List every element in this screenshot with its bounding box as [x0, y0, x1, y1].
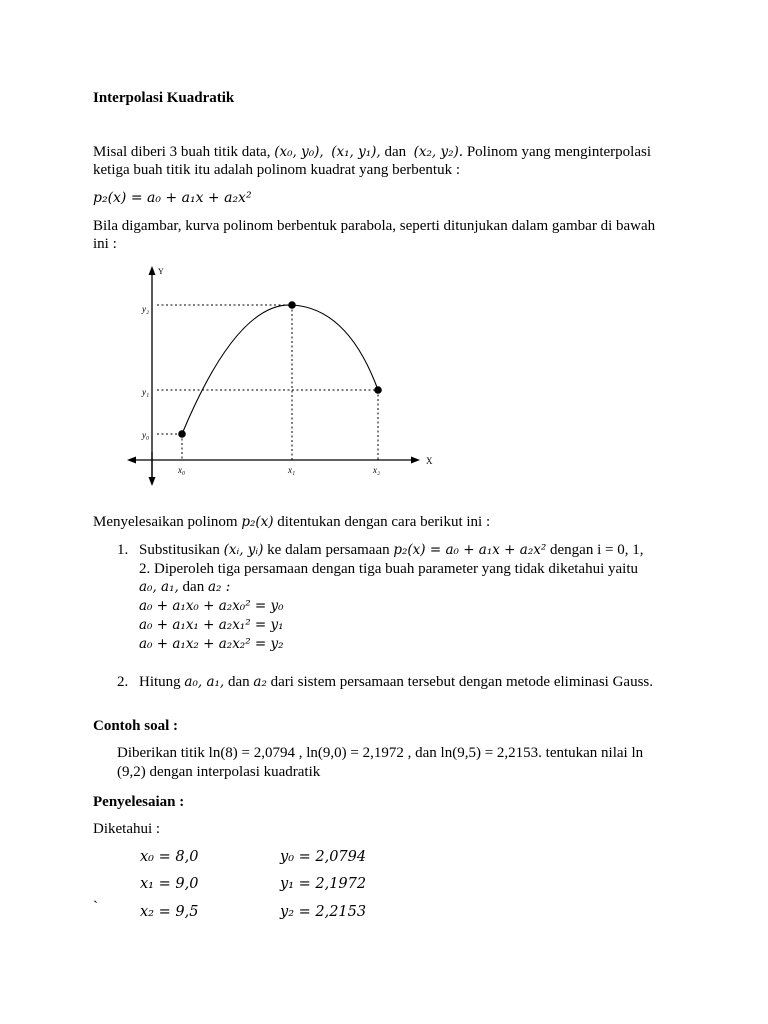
x-axis-label: X	[426, 456, 433, 466]
label-x1: x₁	[288, 465, 296, 475]
intro-line-3: Bila digambar, kurva polinom berbentuk parabola, seperti ditunjukan dalam gambar di bawah	[93, 218, 656, 234]
item-2-text-a: Hitung	[139, 674, 181, 690]
item-2-dan: dan	[227, 674, 250, 690]
equation-0: a₀ + a₁x₀ + a₂x₀² = y₀	[139, 598, 284, 614]
label-x0: x₀	[178, 465, 186, 475]
equation-2: a₀ + a₁x₂ + a₂x₂² = y₂	[139, 636, 284, 652]
solution-heading: Penyelesaian :	[93, 794, 185, 810]
y-axis-label: Y	[158, 267, 164, 276]
item-1-equation: p₂(x) = a₀ + a₁x + a₂x²	[393, 542, 547, 558]
point-2: (x₂, y₂).	[413, 144, 464, 160]
intro-line-1	[93, 144, 651, 161]
method-text: Menyelesaikan polinom	[93, 514, 238, 530]
point-x0-y0	[178, 430, 186, 438]
item-1-text-a: Substitusikan	[139, 542, 220, 558]
item-2-line	[139, 674, 653, 691]
item-2-a2: a₂	[253, 674, 267, 690]
point-x1-y1	[288, 301, 296, 309]
parabola-graph	[120, 262, 450, 492]
polynomial-formula: p₂(x) = a₀ + a₁x + a₂x²	[93, 190, 252, 206]
example-line-2: (9,2) dengan interpolasi kuadratik	[117, 764, 321, 780]
method-text-end: ditentukan dengan cara berikut ini :	[277, 514, 491, 530]
item-2-number: 2.	[117, 674, 129, 690]
label-x2: x₂	[373, 465, 381, 475]
value-y0: y₀ = 2,0794	[280, 849, 367, 865]
item-1-dan: dan	[182, 579, 205, 595]
intro-line-4: ini :	[93, 236, 117, 252]
value-x1: x₁ = 9,0	[140, 876, 199, 892]
method-line	[93, 514, 490, 531]
item-1-text-b: ke dalam persamaan	[267, 542, 390, 558]
known-label: Diketahui :	[93, 821, 161, 837]
item-1-params-a: a₀, a₁,	[139, 579, 179, 595]
value-x0: x₀ = 8,0	[140, 849, 199, 865]
item-2-params: a₀, a₁,	[184, 674, 225, 690]
item-1-text-c: dengan i = 0, 1,	[550, 542, 644, 558]
y-axis-arrow	[149, 266, 156, 275]
parabola-curve	[182, 305, 378, 434]
stray-backtick: `	[93, 899, 98, 915]
item-1-xy: (xᵢ, yᵢ)	[223, 542, 264, 558]
intro-line-2: ketiga buah titik itu adalah polinom kuadrat yang berbentuk :	[93, 162, 460, 178]
x-axis-left-arrow	[127, 457, 136, 464]
value-y1: y₁ = 2,1972	[280, 876, 367, 892]
page-title: Interpolasi Kuadratik	[93, 90, 235, 106]
method-poly: p₂(x)	[241, 514, 274, 530]
point-1: (x₁, y₁),	[331, 144, 381, 160]
item-1-line-1	[139, 542, 643, 559]
intro-text-b: Polinom yang menginterpolasi	[466, 144, 651, 160]
item-1-line-2: 2. Diperoleh tiga persamaan dengan tiga buah parameter yang tidak diketahui yaitu	[139, 561, 638, 577]
intro-dan: dan	[384, 144, 407, 160]
y-axis-down-arrow	[149, 477, 156, 486]
label-y2: y₂	[142, 304, 150, 314]
value-y2: y₂ = 2,2153	[280, 904, 367, 920]
item-1-number: 1.	[117, 542, 129, 558]
point-0: (x₀, y₀),	[274, 144, 324, 160]
label-y1: y₁	[142, 387, 150, 397]
intro-text-a: Misal diberi 3 buah titik data,	[93, 144, 271, 160]
point-x2-y2	[374, 386, 382, 394]
value-x2: x₂ = 9,5	[140, 904, 199, 920]
item-2-text-b: dari sistem persamaan tersebut dengan metode eliminasi Gauss.	[270, 674, 653, 690]
item-1-params-a2: a₂ :	[207, 579, 231, 595]
equation-1: a₀ + a₁x₁ + a₂x₁² = y₁	[139, 617, 284, 633]
example-heading: Contoh soal :	[93, 718, 179, 734]
example-line-1: Diberikan titik ln(8) = 2,0794 , ln(9,0) = 2,1972 , dan ln(9,5) = 2,2153. tentukan nilai ln	[117, 745, 644, 761]
item-1-params	[139, 579, 230, 596]
x-axis-arrow	[411, 457, 420, 464]
label-y0: y₀	[142, 430, 150, 440]
